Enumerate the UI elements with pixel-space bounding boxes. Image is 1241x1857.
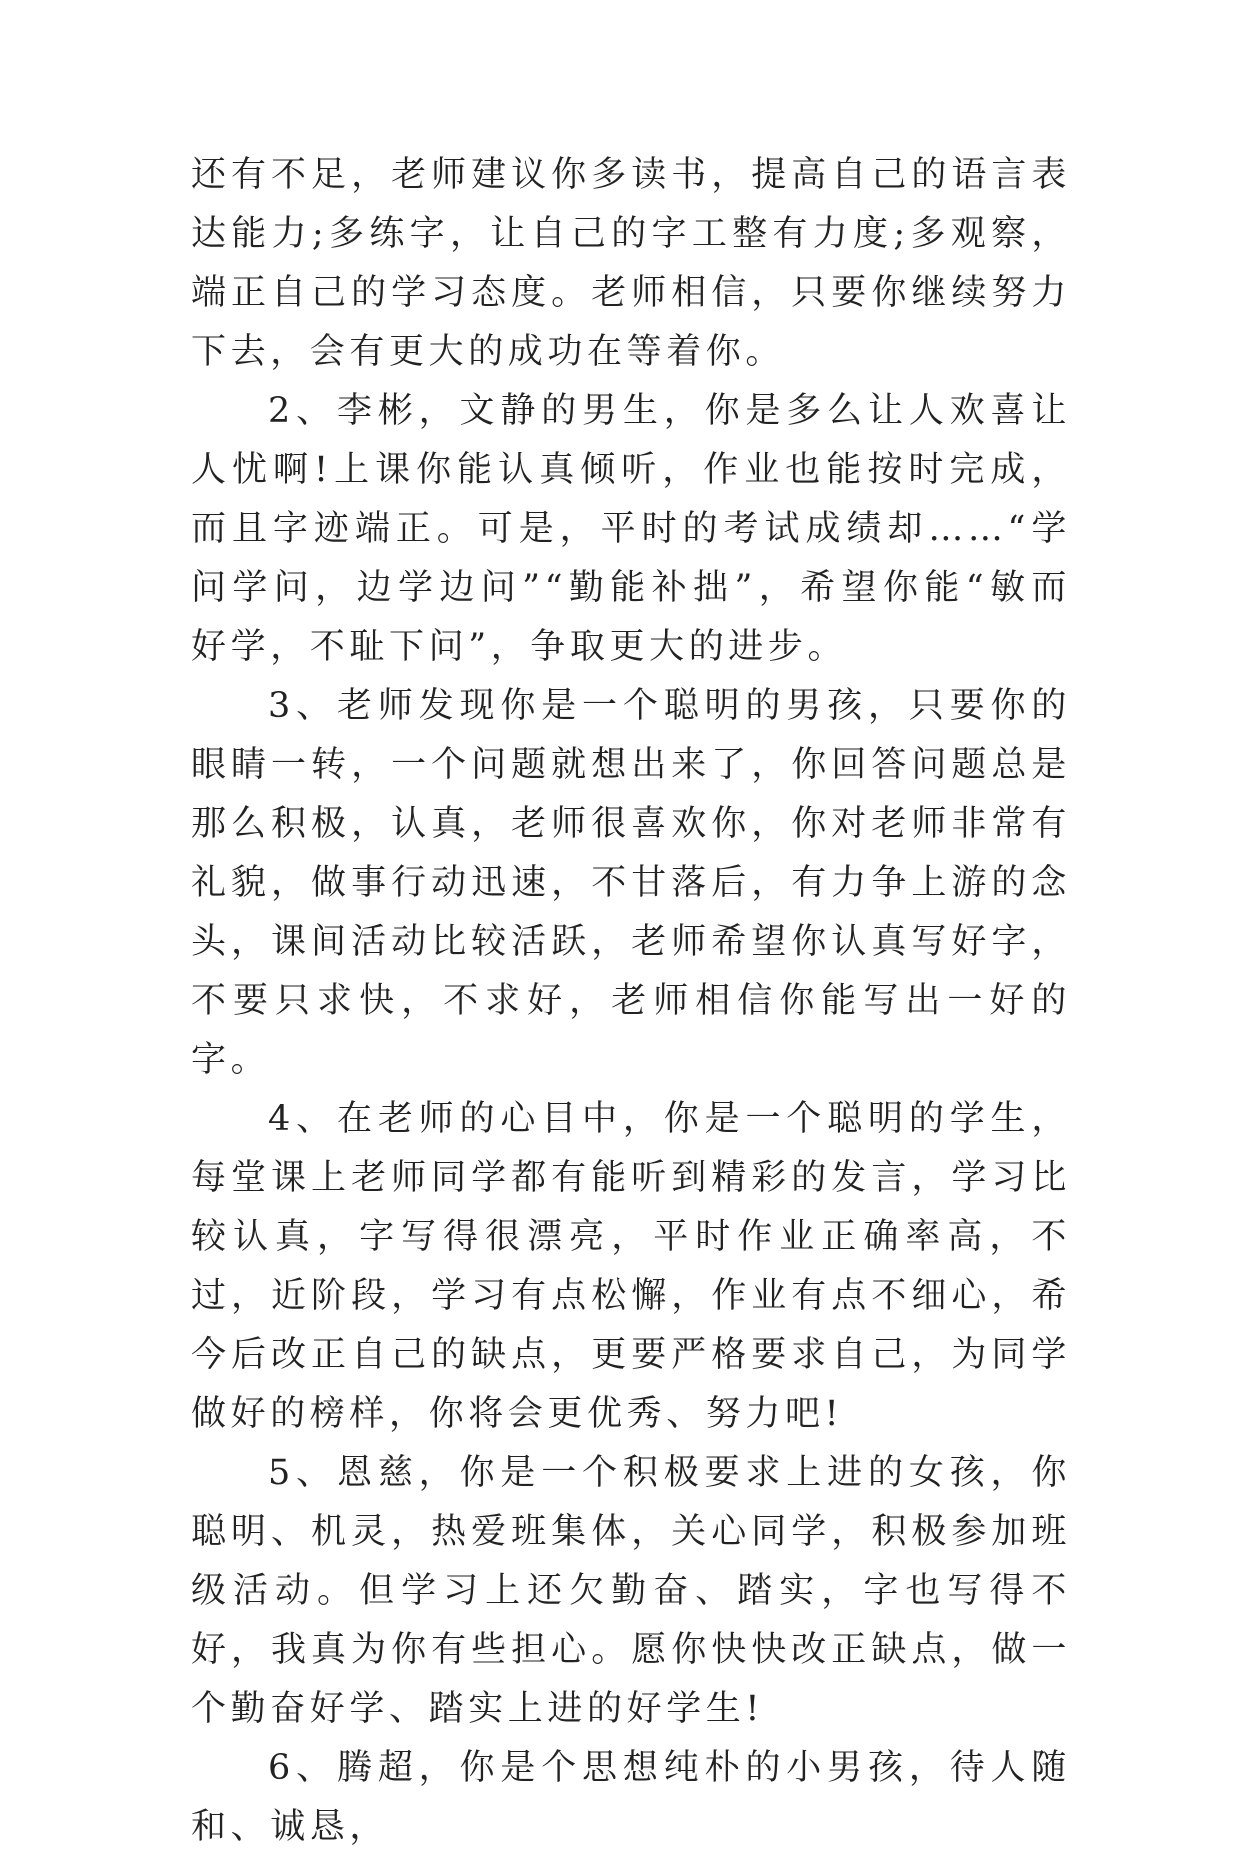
paragraph-1: 还有不足，老师建议你多读书，提高自己的语言表达能力;多练字，让自己的字工整有力度;多观察，端正自己的学习态度。老师相信，只要你继续努力下去，会有更大的成功在等着你。 xyxy=(191,155,1071,372)
paragraph-3: 3、老师发现你是一个聪明的男孩，只要你的眼睛一转，一个问题就想出来了，你回答问题总是那么积极，认真，老师很喜欢你，你对老师非常有礼貌，做事行动迅速，不甘落后，有力争上游的念头，课间活动比较活跃，老师希望你认真写好字，不要只求快，不求好，老师相信你能写出一好的字。 xyxy=(191,686,1071,1080)
body-text xyxy=(191,146,1071,1857)
paragraph-2: 2、李彬，文静的男生，你是多么让人欢喜让人忧啊!上课你能认真倾听，作业也能按时完成，而且字迹端正。可是，平时的考试成绩却……“学问学问，边学边问”“勤能补拙”，希望你能“敏而好学，不耻下问”，争取更大的进步。 xyxy=(191,391,1071,667)
paragraph-5: 5、恩慈，你是一个积极要求上进的女孩，你聪明、机灵，热爱班集体，关心同学，积极参加班级活动。但学习上还欠勤奋、踏实，字也写得不好，我真为你有些担心。愿你快快改正缺点，做一个勤奋好学、踏实上进的好学生! xyxy=(191,1453,1071,1729)
paragraph-4: 4、在老师的心目中，你是一个聪明的学生，每堂课上老师同学都有能听到精彩的发言，学习比较认真，字写得很漂亮，平时作业正确率高，不过，近阶段，学习有点松懈，作业有点不细心，希今后改正自己的缺点，更要严格要求自己，为同学做好的榜样，你将会更优秀、努力吧! xyxy=(191,1099,1071,1434)
paragraph-6: 6、腾超，你是个思想纯朴的小男孩，待人随和、诚恳， xyxy=(191,1748,1071,1847)
